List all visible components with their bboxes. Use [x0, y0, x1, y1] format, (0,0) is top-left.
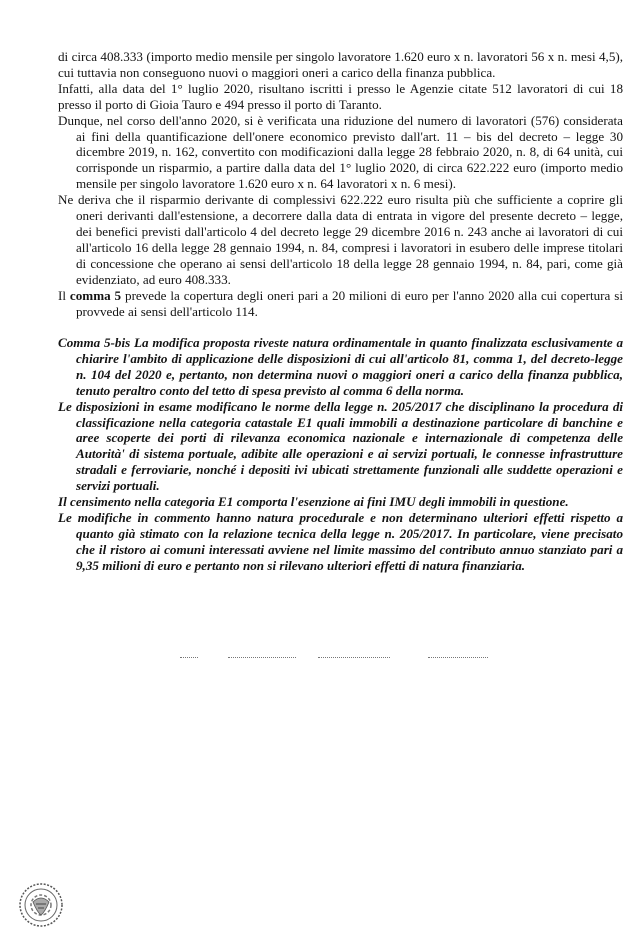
note-modifiche: Le modifiche in commento hanno natura procedurale e non determinano ulteriori effetti rispetto a quanto già stimato con la relazione tecnica della legge n. 205/2017. In particolare, viene precisato che il ristoro ai comuni interessati avviene nel limite massimo del contributo annuo stanziato pari a 9,35 milioni di euro e pertanto non si rilevano ulteriori effetti di natura finanziaria. — [58, 509, 623, 573]
main-text — [58, 49, 623, 319]
bold-italic-notes — [58, 335, 623, 574]
comma-5-prefix: Il — [58, 287, 70, 303]
paragraph-ne-deriva: Ne deriva che il risparmio derivante di complessivi 622.222 euro risulta più che sufficiente a coprire gli oneri derivanti dall'estensione, a decorrere dalla data di entrata in vigore del presente decreto – legge, dei benefici previsti dall'articolo 4 del decreto legge 29 dicembre 2016 n. 243 anche ai lavoratori di cui all'articolo 16 della legge 28 gennaio 1994, n. 84, compresi i lavoratori in esubero delle imprese titolari di concessione che operano ai sensi dell'articolo 18 della legge 28 gennaio 1994, n. 84, pari, come già evidenziato, ad euro 408.333. — [58, 192, 623, 287]
paragraph-dunque: Dunque, nel corso dell'anno 2020, si è verificata una riduzione del numero di lavoratori (576) considerata ai fini della quantificazione dell'onere economico previsto dall'art. 11 – bis del decreto – legge 30 dicembre 2019, n. 162, convertito con modificazioni dalla legge 28 febbraio 2020, n. 8, di 64 unità, cui corrisponde un risparmio, a partire dalla data del 1° luglio 2020, di circa 622.222 euro (importo medio mensile per singolo lavoratore 1.620 euro x n. 64 lavoratori x n. 6 mesi). — [58, 112, 623, 192]
dotted-divider — [0, 657, 635, 661]
paragraph-infatti: Infatti, alla data del 1° luglio 2020, risultano iscritti i presso le Agenzie citate 512 lavoratori di cui 18 presso il porto di Gioia Tauro e 494 presso il porto di Taranto. — [58, 80, 623, 112]
comma-5-label: comma 5 — [69, 287, 122, 303]
paragraph-continuation: di circa 408.333 (importo medio mensile per singolo lavoratore 1.620 euro x n. lavoratori 56 x n. mesi 4,5), cui tuttavia non conseguono nuovi o maggiori oneri a carico della finanza pubblica. — [58, 49, 623, 80]
note-comma-5-bis: Comma 5-bis La modifica proposta riveste natura ordinamentale in quanto finalizzata esclusivamente a chiarire l'ambito di applicazione delle disposizioni di cui all'articolo 81, comma 1, del decreto-legge n. 104 del 2020 e, pertanto, non determina nuovi o maggiori oneri a carico della finanza pubblica, tenuto peraltro conto del tetto di spesa previsto al comma 6 della norma. — [58, 335, 623, 398]
stamp-seal-icon — [18, 882, 64, 928]
comma-5-text: prevede la copertura degli oneri pari a 20 milioni di euro per l'anno 2020 alla cui copertura si provvede ai sensi dell'articolo 114. — [76, 287, 623, 319]
paragraph-comma-5 — [58, 288, 623, 320]
note-disposizioni: Le disposizioni in esame modificano le norme della legge n. 205/2017 che disciplinano la procedura di classificazione nella categoria catastale E1 quali immobili a destinazione particolare di banchine e aree scoperte dei porti di rilevanza economica nazionale e internazionale di competenza delle Autorità' di sistema portuale, adibite alle operazioni e ai servizi portuali, le connesse infrastrutture stradali e ferroviarie, nonché i depositi ivi ubicati strettamente funzionali alle suddette operazioni e servizi portuali. — [58, 398, 623, 494]
note-censimento: Il censimento nella categoria E1 comporta l'esenzione ai fini IMU degli immobili in questione. — [58, 494, 569, 510]
